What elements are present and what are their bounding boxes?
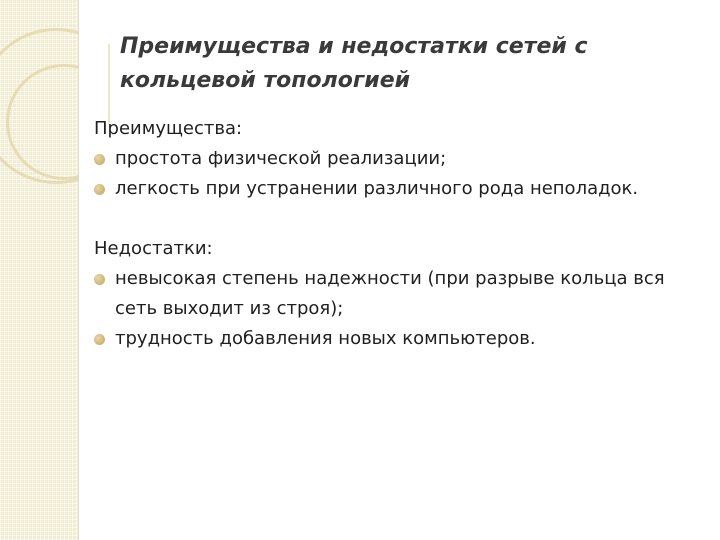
bullet-icon bbox=[94, 274, 105, 285]
section-spacer bbox=[94, 204, 704, 234]
advantages-heading: Преимущества: bbox=[94, 118, 243, 139]
side-band-edge bbox=[78, 0, 79, 540]
title-accent-line bbox=[108, 44, 110, 124]
list-item-text: легкость при устранении различного рода неполадок. bbox=[115, 178, 639, 199]
list-item-text: невысокая степень надежности (при разрыве кольца вся сеть выходит из строя); bbox=[115, 268, 665, 319]
disadvantages-heading: Недостатки: bbox=[94, 238, 213, 259]
list-item-text: трудность добавления новых компьютеров. bbox=[115, 328, 536, 349]
disadvantages-list bbox=[94, 264, 704, 354]
slide-title: Преимущества и недостатки сетей с кольцевой топологией bbox=[120, 34, 588, 93]
list-item-text: простота физической реализации; bbox=[115, 148, 447, 169]
list-item bbox=[94, 174, 704, 204]
decorative-side-band bbox=[0, 0, 78, 540]
list-item bbox=[94, 144, 704, 174]
slide-content bbox=[94, 114, 704, 354]
bullet-icon bbox=[94, 334, 105, 345]
bullet-icon bbox=[94, 184, 105, 195]
bullet-icon bbox=[94, 154, 105, 165]
list-item bbox=[94, 324, 704, 354]
list-item bbox=[94, 264, 704, 324]
advantages-list bbox=[94, 144, 704, 204]
